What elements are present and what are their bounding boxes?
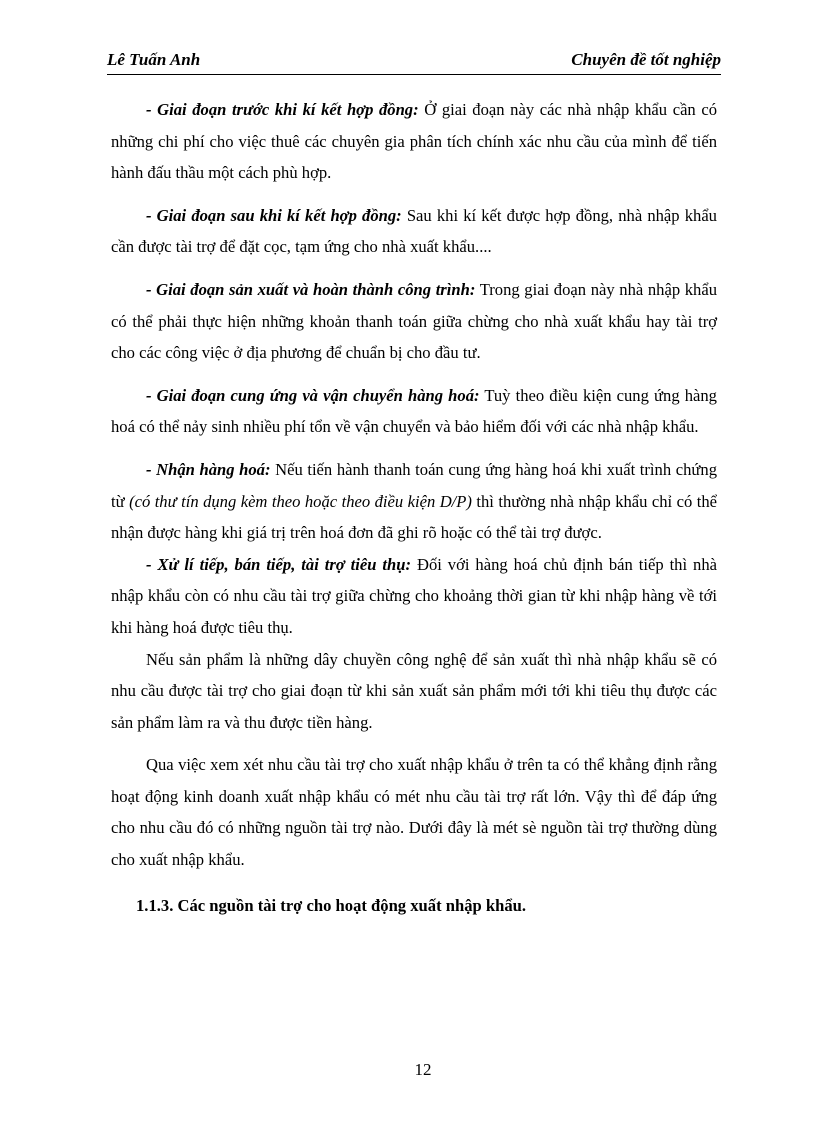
paragraph-pre-contract bbox=[111, 94, 717, 189]
header-doc-title: Chuyên đề tốt nghiệp bbox=[571, 50, 721, 69]
paragraph-production-lines bbox=[111, 644, 717, 739]
page-number: 12 bbox=[414, 1060, 432, 1079]
section-heading: 1.1.3. Các nguồn tài trợ cho hoạt động xuất nhập khẩu. bbox=[136, 895, 527, 915]
paragraph-receiving-goods bbox=[111, 454, 717, 549]
paragraph-lead: - Giai đoạn sản xuất và hoàn thành công trình: bbox=[146, 279, 476, 299]
paragraph-text: Nếu sản phẩm là những dây chuyền công nghệ để sản xuất thì nhà nhập khẩu sẽ có nhu cầu được tài trợ cho giai đoạn từ khi sản xuất sản phẩm mới tới khi tiêu thụ được các sản phẩm làm ra và thu được tiền hàng. bbox=[111, 649, 717, 732]
paragraph-conclusion bbox=[111, 749, 717, 875]
paragraph-post-contract bbox=[111, 200, 717, 263]
paragraph-text: Nếu tiến hành thanh toán cung ứng hàng hoá khi xuất trình chứng từ bbox=[111, 459, 717, 511]
paragraph-text: Sau khi kí kết được hợp đồng, nhà nhập khẩu cần được tài trợ để đặt cọc, tạm ứng cho nhà xuất khẩu.... bbox=[111, 205, 717, 257]
paragraph-text: thì thường nhà nhập khẩu chỉ có thể nhận được hàng khi giá trị trên hoá đơn đã ghi rõ hoặc có thể tài trợ được. bbox=[111, 491, 717, 543]
page-header bbox=[107, 48, 721, 75]
paragraph-supply-transport bbox=[111, 380, 717, 443]
paragraph-lead: - Xử lí tiếp, bán tiếp, tài trợ tiêu thụ: bbox=[146, 554, 412, 574]
paragraph-lead: - Giai đoạn trước khi kí kết hợp đồng: bbox=[146, 100, 419, 119]
paragraph-text: Đối với hàng hoá chủ định bán tiếp thì nhà nhập khẩu còn có nhu cầu tài trợ giữa chừng cho khoảng thời gian từ khi nhập hàng về tới khi hàng hoá được tiêu thụ. bbox=[111, 554, 717, 637]
paragraph-resale bbox=[111, 549, 717, 644]
paragraph-text: Trong giai đoạn này nhà nhập khẩu có thể phải thực hiện những khoản thanh toán giữa chừng cho nhà xuất khẩu hay tài trợ cho các công việc ở địa phương để chuẩn bị cho đầu tư. bbox=[111, 279, 718, 363]
paragraph-text: Tuỳ theo điều kiện cung ứng hàng hoá có thể nảy sinh nhiều phí tổn về vận chuyển và bảo hiểm đối với các nhà nhập khẩu. bbox=[111, 385, 717, 437]
paragraph-text: Ở giai đoạn này các nhà nhập khẩu cần có những chi phí cho việc thuê các chuyên gia phân tích chính xác nhu cầu của mình để tiến hành đấu thầu một cách phù hợp. bbox=[111, 100, 717, 183]
paragraph-lead: - Nhận hàng hoá: bbox=[146, 459, 271, 479]
paragraph-production bbox=[111, 274, 717, 369]
paragraph-text: Qua việc xem xét nhu cầu tài trợ cho xuất nhập khẩu ở trên ta có thể khẳng định rằng hoạt động kinh doanh xuất nhập khẩu có mét nhu cầu tài trợ rất lớn. Vậy thì để đáp ứng cho nhu cầu đó có những nguồn tài trợ nào. Dưới đây là mét sè nguồn tài trợ thường dùng cho xuất nhập khẩu. bbox=[111, 755, 717, 870]
header-author: Lê Tuấn Anh bbox=[107, 50, 201, 69]
paragraph-lead: - Giai đoạn cung ứng và vận chuyển hàng hoá: bbox=[146, 385, 480, 405]
paragraph-lead: - Giai đoạn sau khi kí kết hợp đồng: bbox=[146, 205, 402, 225]
paragraph-italic-note: (có thư tín dụng kèm theo hoặc theo điều kiện D/P) bbox=[129, 491, 472, 511]
body-text bbox=[111, 94, 717, 921]
